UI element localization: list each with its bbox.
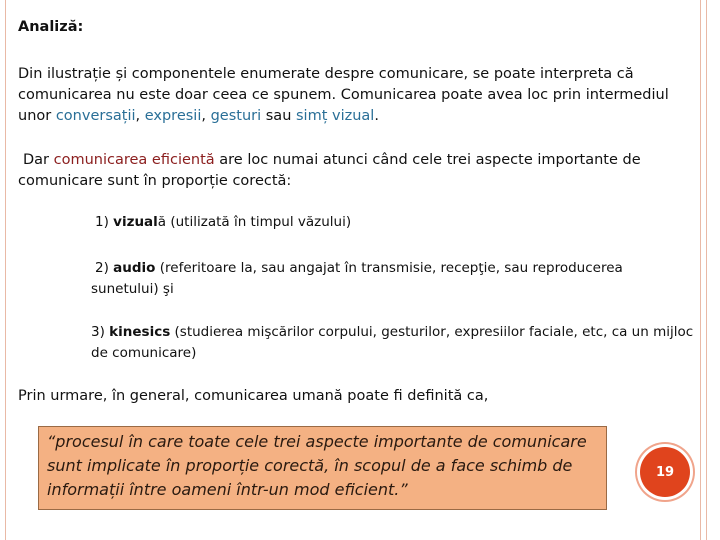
keyword-gesturi: gesturi bbox=[210, 108, 262, 124]
item-number: 1) bbox=[95, 214, 114, 230]
separator: sau bbox=[261, 108, 296, 124]
page-number-badge bbox=[640, 447, 690, 497]
keyword-comunicarea-eficienta: comunicarea eficientă bbox=[53, 152, 215, 168]
item-description: ă (utilizată în timpul văzului) bbox=[157, 214, 352, 230]
page-number: 19 bbox=[655, 464, 675, 480]
list-item-vizual bbox=[95, 212, 655, 233]
paragraph-efficient bbox=[18, 150, 678, 192]
item-keyword: vizual bbox=[113, 214, 158, 230]
intro-end: . bbox=[374, 108, 379, 124]
item-description: (studierea mişcărilor corpului, gesturilor, expresiilor faciale, etc, ca un mijloc de comunicare) bbox=[91, 324, 694, 361]
list-item-kinesics bbox=[91, 322, 701, 364]
frame-line-right-outer bbox=[700, 0, 701, 540]
separator: , bbox=[201, 108, 211, 124]
efficient-text: are loc numai atunci când cele trei aspecte importante de comunicare sunt în proporție corectă: bbox=[18, 152, 641, 189]
efficient-prefix: Dar bbox=[23, 152, 54, 168]
item-description: (referitoare la, sau angajat în transmisie, recepţie, sau reproducerea sunetului) şi bbox=[91, 260, 623, 297]
item-number: 2) bbox=[95, 260, 114, 276]
paragraph-conclusion: Prin urmare, în general, comunicarea umană poate fi definită ca, bbox=[18, 388, 489, 404]
keyword-simt-vizual: simț vizual bbox=[296, 108, 375, 124]
keyword-conversatii: conversații bbox=[55, 108, 136, 124]
intro-text: Din ilustrație și componentele enumerate despre comunicare, se poate interpreta că comunicarea nu este doar ceea ce spunem. Comunicarea poate avea loc prin intermediul unor bbox=[18, 66, 669, 124]
definition-quote-box bbox=[38, 426, 607, 510]
item-keyword: audio bbox=[113, 260, 156, 276]
item-number: 3) bbox=[91, 324, 110, 340]
analysis-heading: Analiză: bbox=[18, 19, 84, 35]
definition-quote: “procesul în care toate cele trei aspecte importante de comunicare sunt implicate în proporție corectă, în scopul de a face schimb de informații între oameni într-un mod eficient.” bbox=[47, 432, 587, 499]
frame-line-left bbox=[5, 0, 6, 540]
frame-line-right-inner bbox=[706, 0, 707, 540]
list-item-audio bbox=[91, 258, 671, 300]
separator: , bbox=[135, 108, 145, 124]
paragraph-intro bbox=[18, 64, 678, 127]
item-keyword: kinesics bbox=[109, 324, 171, 340]
keyword-expresii: expresii bbox=[144, 108, 202, 124]
